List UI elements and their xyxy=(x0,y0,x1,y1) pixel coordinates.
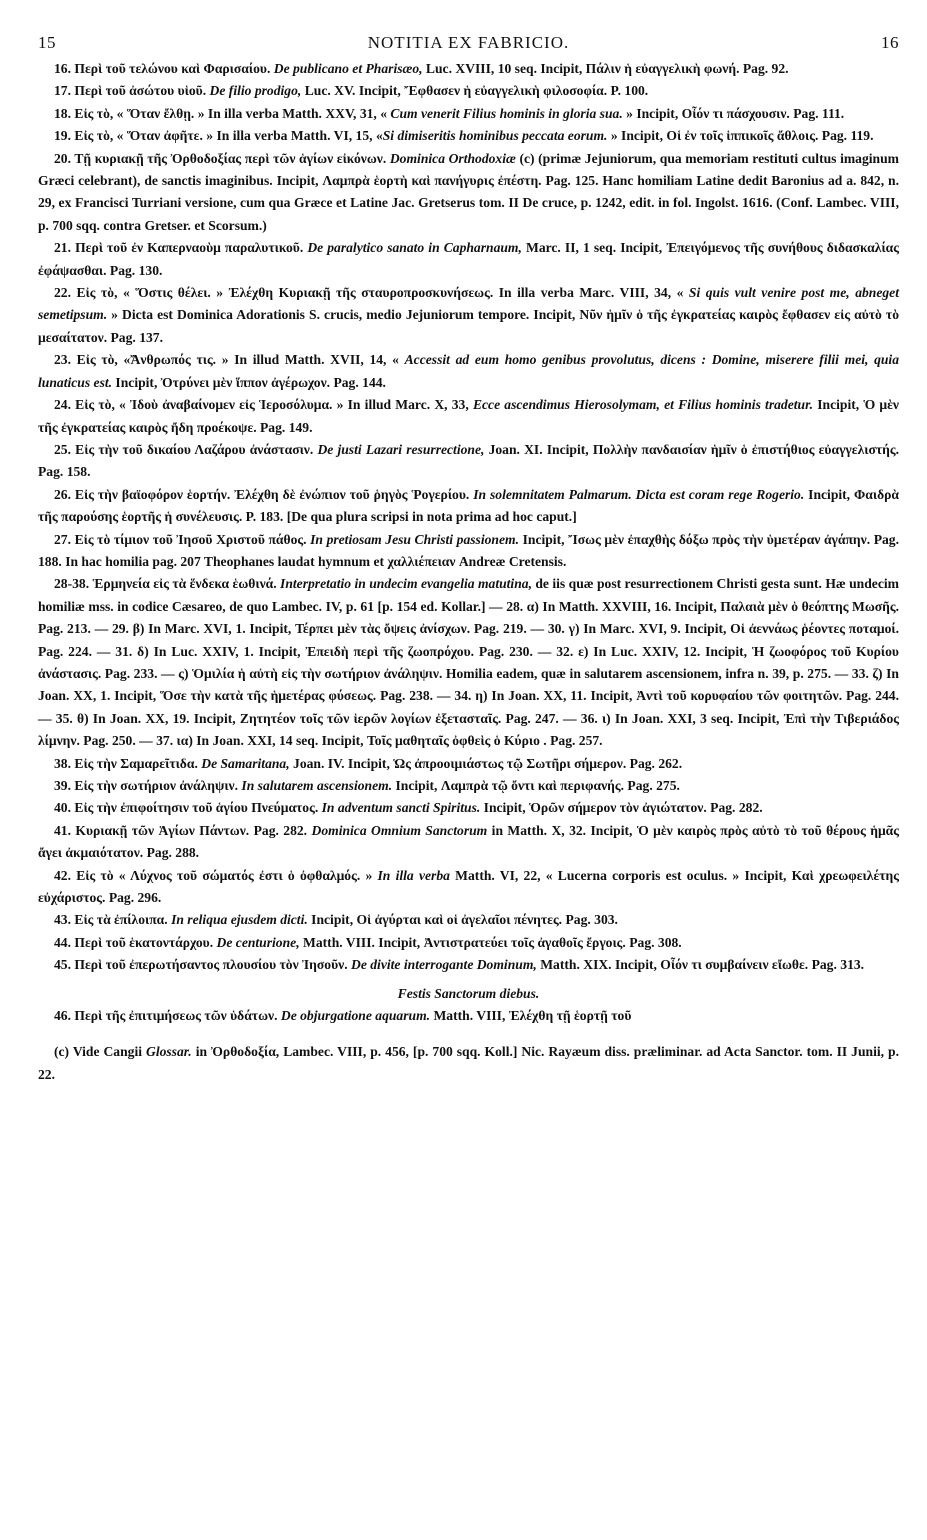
entry-greek-title: 18. Εἰς τὸ, « Ὅταν ἔλθῃ. » In illa verba Matth. XXV, 31, « xyxy=(54,105,391,121)
homily-entry xyxy=(38,775,899,797)
final-entry-latin: De objurgatione aquarum. xyxy=(280,1008,431,1024)
entry-latin-title: In pretiosam Jesu Christi passionem. xyxy=(310,531,519,547)
page-number-left: 15 xyxy=(38,33,56,52)
homily-entry xyxy=(38,529,899,574)
entry-latin-title: Cum venerit Filius hominis in gloria sua. xyxy=(390,105,623,121)
entry-latin-title: Dominica Omnium Sanctorum xyxy=(311,822,488,838)
homily-entry xyxy=(38,282,899,349)
homily-entry xyxy=(38,797,899,819)
entry-latin-title: In reliqua ejusdem dicti. xyxy=(171,912,308,928)
homily-entry xyxy=(38,484,899,529)
entry-greek-title: 19. Εἰς τὸ, « Ὅταν ἀφῆτε. » In illa verba Matth. VI, 15, « xyxy=(54,128,383,144)
entry-latin-title: Si quis vult venire post me, abneget semetipsum. xyxy=(38,285,899,323)
entry-details: Incipit, Οἱ ἀγύρται καὶ οἱ ἀγελαῖοι πένητες. Pag. 303. xyxy=(307,912,618,928)
entry-details: Luc. XVIII, 10 seq. Incipit, Πάλιν ἡ εὐαγγελικὴ φωνή. Pag. 92. xyxy=(422,61,789,76)
entry-greek-title: 38. Εἰς τὴν Σαμαρεῖτιδα. xyxy=(54,755,202,771)
entry-details: in Matth. X, 32. Incipit, Ὁ μὲν καιρὸς πρὸς αὐτὸ τὸ τοῦ θέρους ἡμᾶς ἄγει ἀκμαιότατον. Pag. 288. xyxy=(38,822,899,861)
homily-entry xyxy=(38,58,899,80)
page-number-right: 16 xyxy=(881,33,899,52)
running-title: NOTITIA EX FABRICIO. xyxy=(367,33,570,52)
footnote xyxy=(38,1041,899,1086)
entry-latin-title: Si dimiseritis hominibus peccata eorum. xyxy=(382,128,608,144)
footnote-italic: Glossar. xyxy=(146,1044,192,1060)
footnote-rest: in Ὀρθοδοξία, Lambec. VIII, p. 456, [p. 700 sqq. Koll.] Nic. Rayæum diss. præliminar. ad Acta Sanctor. tom. II Junii, p. 22. xyxy=(38,1044,899,1082)
entry-latin-title: In illa verba xyxy=(377,867,450,883)
entry-greek-title: 17. Περὶ τοῦ ἀσώτου υἱοῦ. xyxy=(54,83,210,99)
homily-entry xyxy=(38,125,899,147)
entry-greek-title: 43. Εἰς τὰ ἐπίλοιπα. xyxy=(54,912,172,928)
entry-greek-title: 23. Εἰς τὸ, «Ἄνθρωπός τις. » In illud Matth. XVII, 14, « xyxy=(54,352,405,368)
homily-entry xyxy=(38,349,899,394)
entry-latin-title: In salutarem ascensionem. xyxy=(241,778,393,793)
entry-latin-title: De filio prodigo, xyxy=(209,83,302,99)
entry-latin-title: De divite interrogante Dominum, xyxy=(351,957,537,973)
entry-details: Incipit, Ἴσως μὲν ἐπαχθὴς δόξω πρὸς τὴν ὑμετέραν ἀγάπην. Pag. 188. In hac homilia pag. 207 Theophanes laudat hymnum et χαλλιέπειαν Andreæ Cretensis. xyxy=(38,531,899,569)
homily-entry xyxy=(38,148,899,238)
entry-greek-title: 20. Τῇ κυριακῇ τῆς Ὀρθοδοξίας περὶ τῶν ἁγίων εἰκόνων. xyxy=(54,150,390,166)
entry-latin-title: De centurione, xyxy=(216,934,300,950)
entry-details: Incipit, Ὀτρύνει μὲν ἵππον ἀγέρωχον. Pag. 144. xyxy=(112,374,386,390)
entry-details: Matth. VI, 22, « Lucerna corporis est oculus. » Incipit, Καὶ χρεωφειλέτης εὐχάριστος. Pag. 296. xyxy=(38,867,899,906)
homily-entry xyxy=(38,80,899,102)
homily-entry xyxy=(38,394,899,439)
entry-greek-title: 25. Εἰς τὴν τοῦ δικαίου Λαζάρου ἀνάστασιν. xyxy=(54,441,318,457)
entry-latin-title: In adventum sancti Spiritus. xyxy=(321,800,481,816)
homily-entry xyxy=(38,954,899,976)
entry-greek-title: 41. Κυριακῇ τῶν Ἁγίων Πάντων. Pag. 282. xyxy=(54,822,312,838)
homily-entry xyxy=(38,909,899,931)
entry-details: Incipit, Λαμπρὰ τῷ ὄντι καὶ περιφανής. Pag. 275. xyxy=(392,778,680,793)
final-entry-rest: Matth. VIII, Ἐλέχθη τῇ ἑορτῇ τοῦ xyxy=(430,1008,632,1024)
entry-greek-title: 21. Περὶ τοῦ ἐν Καπερναοὺμ παραλυτικοῦ. xyxy=(54,240,308,256)
entry-latin-title: De publicano et Pharisæo, xyxy=(273,61,423,76)
entry-greek-title: 44. Περὶ τοῦ ἑκατοντάρχου. xyxy=(54,934,217,950)
entry-latin-title: Ecce ascendimus Hierosolymam, et Filius hominis tradetur. xyxy=(472,397,814,413)
entry-details: Incipit, Ὁρῶν σήμερον τὸν ἀγιώτατον. Pag. 282. xyxy=(480,800,763,816)
homily-entry xyxy=(38,237,899,282)
entry-details: Matth. XIX. Incipit, Οἶόν τι συμβαίνειν εἴωθε. Pag. 313. xyxy=(536,957,865,973)
entry-latin-title: De Samaritana, xyxy=(201,755,290,771)
entry-details: Matth. VIII. Incipit, Ἀντιστρατεύει τοῖς ἀγαθοῖς ἔργοις. Pag. 308. xyxy=(299,934,682,950)
entry-details: Marc. II, 1 seq. Incipit, Ἐπειγόμενος τῆς συνήθους διδασκαλίας ἐφάψασθαι. Pag. 130. xyxy=(38,240,899,278)
entry-greek-title: 45. Περὶ τοῦ ἐπερωτήσαντος πλουσίου τὸν Ἰησοῦν. xyxy=(54,957,352,973)
entry-details: Joan. XI. Incipit, Πολλὴν πανδαισίαν ἡμῖν ὁ ἐπιστήθιος εὐαγγελιστής. Pag. 158. xyxy=(38,441,900,480)
entry-greek-title: 16. Περὶ τοῦ τελώνου καὶ Φαρισαίου. xyxy=(54,61,274,76)
entry-details: Joan. IV. Incipit, Ὡς ἀπροοιμιάστως τῷ Σωτῆρι σήμερον. Pag. 262. xyxy=(289,755,683,771)
homily-entry xyxy=(38,865,899,910)
entry-details: Incipit, Ὁ μὲν τῆς ἐγκρατείας καιρὸς ἤδη προέκοψε. Pag. 149. xyxy=(38,397,900,435)
entry-latin-title: De paralytico sanato in Capharnaum, xyxy=(307,240,522,256)
entry-greek-title: 28-38. Ἑρμηνεία εἰς τὰ ἕνδεκα ἑωθινά. xyxy=(54,576,281,592)
homily-entry xyxy=(38,439,899,484)
page-header xyxy=(38,32,899,54)
entry-greek-title: 26. Εἰς τὴν βαϊοφόρον ἑορτήν. Ἐλέχθη δὲ ἐνώπιον τοῦ ῥηγὸς Ῥογερίου. xyxy=(54,486,474,502)
entry-list xyxy=(38,58,899,977)
entry-details: de iis quæ post resurrectionem Christi gesta sunt. Hæ undecim homiliæ mss. in codice Cæsareo, de quo Lambec. IV, p. 61 [p. 154 ed. Kollar.] — 28. α) In Matth. XXVIII, 16. Incipit, Παλαιὰ μὲν ὁ θεόπτης Μωσῆς. Pag. 213. — 29. β) In Marc. XVI, 1. Incipit, Τέρπει μὲν τὰς ὄψεις ἀνίσχων. Pag. 219. — 30. γ) In Marc. XVI, 9. Incipit, Οἱ ἀεννάως ῥέοντες ποταμοί. Pag. 224. — 31. δ) In Luc. XXIV, 1. Incipit, Ἐπειδὴ περὶ τῆς ζωοπρόχου. Pag. 230. — 32. ε) In Luc. XXIV, 12. Incipit, Ἡ ζωοφόρος τοῦ Κυρίου ἀνάστασις. Pag. 233. — ς) Ὁμιλία ἡ αὐτὴ εἰς τὴν σωτήριον ἀνάληψιν. Homilia eadem, quæ in salutarem ascensionem, infra n. 39, p. 275. — 33. ζ) In Joan. XX, 1. Incipit, Ὅσε τὴν κατὰ τῆς ἡμετέρας φύσεως. Pag. 238. — 34. η) In Joan. XX, 11. Incipit, Ἀντὶ τοῦ κορυφαίου τῶν φοιτητῶν. Pag. 244. — 35. θ) In Joan. XX, 19. Incipit, Ζητητέον τοῖς τῶν ἱερῶν λογίων ἐξετασταῖς. Pag. 247. — 36. ι) In Joan. XXI, 3 seq. Incipit, Ἐπὶ τὴν Τιβεριάδος λίμνην. Pag. 250. — 37. ια) In Joan. XXI, 14 seq. Incipit, Τοῖς μαθηταῖς ὀφθεὶς ὁ Κύριο . Pag. 257. xyxy=(38,576,899,749)
entry-greek-title: 24. Εἰς τὸ, « Ἰδοὺ ἀναβαίνομεν εἰς Ἱεροσόλυμα. » In illud Marc. X, 33, xyxy=(54,397,473,413)
final-entry xyxy=(38,1005,899,1027)
entry-greek-title: 27. Εἰς τὸ τίμιον τοῦ Ἰησοῦ Χριστοῦ πάθος. xyxy=(54,531,311,547)
homily-entry xyxy=(38,573,899,752)
entry-details: » Incipit, Οἶόν τι πάσχουσιν. Pag. 111. xyxy=(622,105,845,121)
section-heading: Festis Sanctorum diebus. xyxy=(397,985,540,1001)
homily-entry xyxy=(38,820,899,865)
entry-greek-title: 42. Εἰς τὸ « Λύχνος τοῦ σώματός ἐστι ὁ ὀφθαλμός. » xyxy=(54,867,378,883)
footnote-pre: (c) Vide Cangii xyxy=(54,1044,146,1060)
final-entry-greek: 46. Περὶ τῆς ἐπιτιμήσεως τῶν ὑδάτων. xyxy=(54,1008,281,1024)
entry-details: (c) (primæ Jejuniorum, qua memoriam restituti cultus imaginum Græci celebrant), de sanctis imaginibus. Incipit, Λαμπρὰ ἑορτὴ καὶ πανήγυρις ἐπέστη. Pag. 125. Hanc homiliam Latine dedit Baronius ad a. 842, n. 29, ex Francisci Turriani versione, cum qua Græce et Latine Jac. Gretserus tom. II De cruce, p. 1242, edit. in fol. Ingolst. 1616. (Conf. Lambec. VIII, p. 700 sqq. contra Gretser. et Scorsum.) xyxy=(38,150,899,233)
entry-latin-title: Accessit ad eum homo genibus provolutus, dicens : Domine, miserere filii mei, quia lunaticus est. xyxy=(38,352,900,390)
entry-latin-title: De justi Lazari resurrectione, xyxy=(317,441,485,457)
entry-latin-title: Interpretatio in undecim evangelia matutina, xyxy=(280,576,532,592)
homily-entry xyxy=(38,103,899,125)
entry-greek-title: 39. Εἰς τὴν σωτήριον ἀνάληψιν. xyxy=(54,778,242,793)
homily-entry xyxy=(38,753,899,775)
homily-entry xyxy=(38,932,899,954)
entry-details: Luc. XV. Incipit, Ἔφθασεν ἡ εὐαγγελικὴ φιλοσοφία. P. 100. xyxy=(301,83,649,99)
entry-details: » Dicta est Dominica Adorationis S. crucis, medio Jejuniorum tempore. Incipit, Νῦν ἡμῖν ὁ τῆς ἐγκρατείας καιρὸς ἔφθασεν εἰς αὐτὸ τὸ μεσαίτατον. Pag. 137. xyxy=(38,307,899,345)
entry-details: Incipit, Φαιδρὰ τῆς παρούσης ἑορτῆς ἡ συνέλευσις. P. 183. [De qua plura scripsi in nota prima ad hoc caput.] xyxy=(38,486,899,525)
entry-greek-title: 22. Εἰς τὸ, « Ὅστις θέλει. » Ἐλέχθη Κυριακῇ τῆς σταυροπροσκυνήσεως. In illa verba Marc. VIII, 34, « xyxy=(54,285,689,301)
entry-details: » Incipit, Οἱ ἐν τοῖς ἱππικοῖς ἄθλοις. Pag. 119. xyxy=(607,128,874,144)
entry-latin-title: In solemnitatem Palmarum. Dicta est coram rege Rogerio. xyxy=(473,486,805,502)
entry-latin-title: Dominica Orthodoxiæ xyxy=(389,150,516,166)
entry-greek-title: 40. Εἰς τὴν ἐπιφοίτησιν τοῦ ἁγίου Πνεύματος. xyxy=(54,800,322,816)
